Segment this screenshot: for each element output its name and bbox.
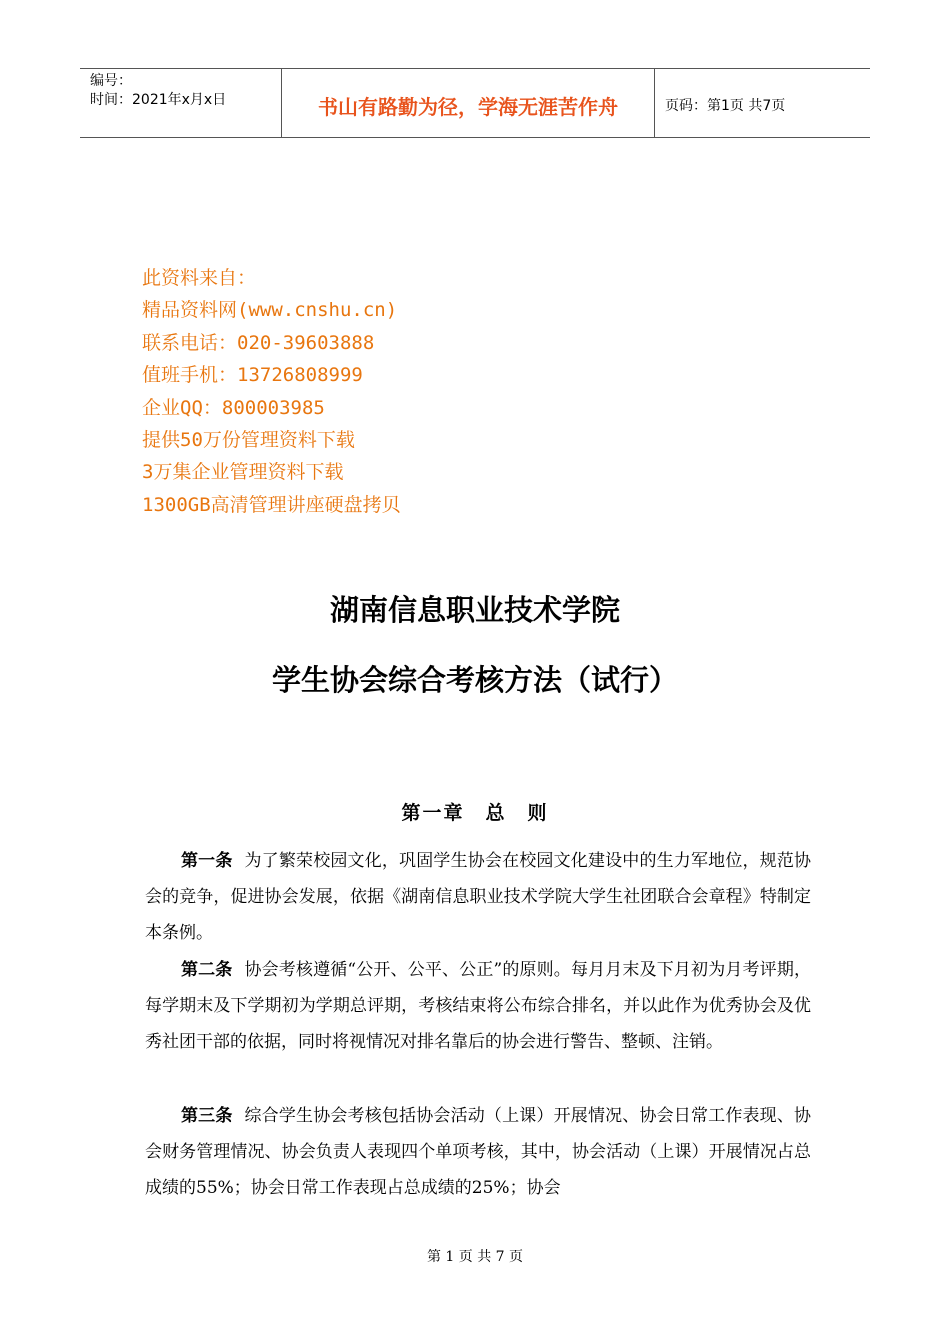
article-paragraph <box>145 952 811 1061</box>
source-line: 联系电话：020-39603888 <box>142 331 375 354</box>
source-line: 值班手机：13726808999 <box>142 364 363 387</box>
chapter-heading: 第一章 总 则 <box>401 802 549 824</box>
article-label: 第二条 <box>181 960 233 980</box>
article-label: 第三条 <box>181 1106 233 1126</box>
source-line: 精品资料网(www.cnshu.cn) <box>142 299 398 322</box>
document-title-line1: 湖南信息职业技术学院 <box>329 593 620 627</box>
header-meta-cell <box>80 69 281 137</box>
article-text: 综合学生协会考核包括协会活动（上课）开展情况、协会日常工作表现、协会财务管理情况、协会负责人表现四个单项考核，其中，协会活动（上课）开展情况占总成绩的55%；协会日常工作表现占总成绩的25%；协会 <box>145 1106 811 1199</box>
header-table <box>80 68 870 138</box>
header-page-info: 页码：第1页 共7页 <box>665 98 786 114</box>
source-line: 提供50万份管理资料下载 <box>142 429 355 452</box>
article-paragraph <box>145 843 811 952</box>
document-title-line2: 学生协会综合考核方法（试行） <box>271 663 678 697</box>
source-info-block <box>142 262 401 521</box>
article-text: 协会考核遵循“公开、公平、公正”的原则。每月月末及下月初为月考评期，每学期末及下学期初为学期总评期，考核结束将公布综合排名，并以此作为优秀协会及优秀社团干部的依据，同时将视情况对排名靠后的协会进行警告、整顿、注销。 <box>145 960 811 1053</box>
source-line: 此资料来自： <box>142 267 257 289</box>
date-label: 时间：2021年x月x日 <box>90 92 227 108</box>
article-label: 第一条 <box>181 851 233 871</box>
article-paragraph <box>145 1098 811 1207</box>
page-footer: 第 1 页 共 7 页 <box>426 1249 524 1265</box>
source-line: 3万集企业管理资料下载 <box>142 461 344 484</box>
header-motto: 书山有路勤为径，学海无涯苦作舟 <box>281 69 655 137</box>
number-label: 编号： <box>90 73 132 89</box>
source-line: 企业QQ：800003985 <box>142 396 325 419</box>
source-line: 1300GB高清管理讲座硬盘拷贝 <box>142 493 401 516</box>
article-text: 为了繁荣校园文化，巩固学生协会在校园文化建设中的生力军地位，规范协会的竞争，促进协会发展，依据《湖南信息职业技术学院大学生社团联合会章程》特制定本条例。 <box>145 851 811 944</box>
